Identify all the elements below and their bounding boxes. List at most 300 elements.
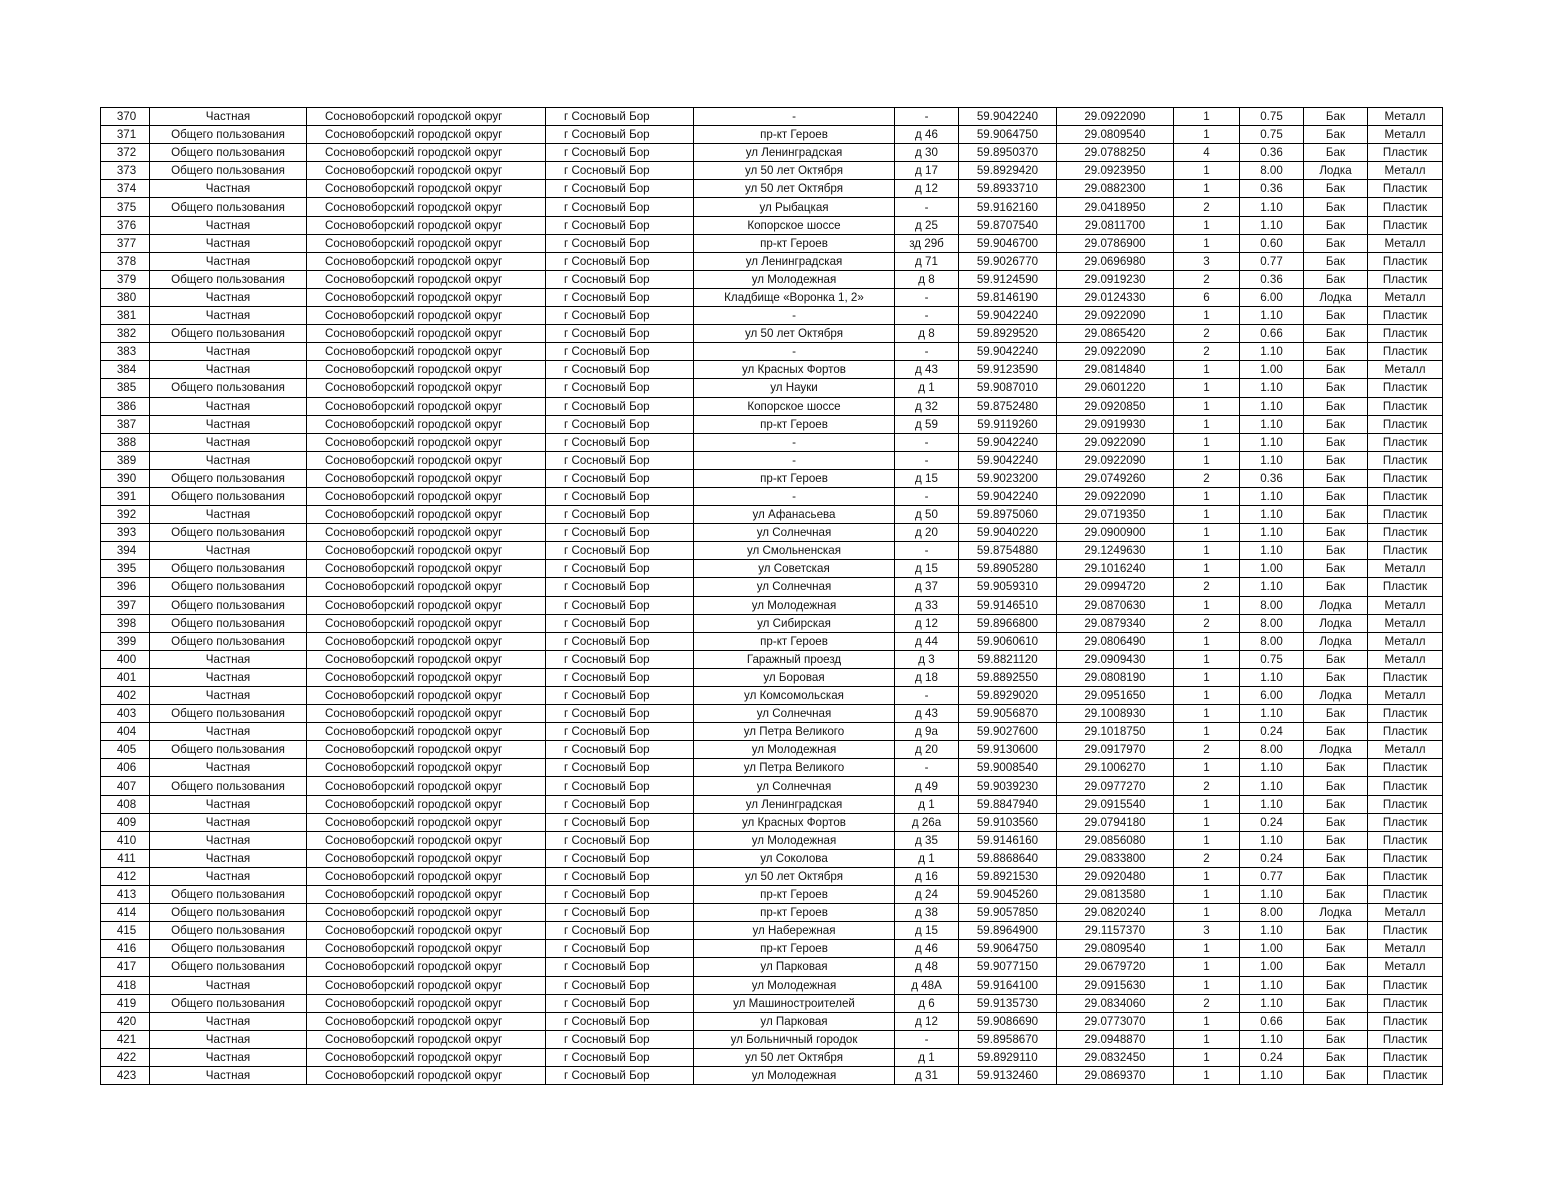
cell-street: ул Ленинградская (694, 144, 895, 162)
cell-container-type: Бак (1304, 542, 1368, 560)
cell-house-number: д 16 (895, 867, 959, 885)
cell-container-material: Пластик (1368, 506, 1443, 524)
cell-latitude: 59.9042240 (959, 307, 1057, 325)
cell-ownership-type: Общего пользования (150, 904, 307, 922)
cell-container-type: Бак (1304, 506, 1368, 524)
cell-municipal-district: Сосновоборский городской округ (307, 922, 546, 940)
cell-settlement: г Сосновый Бор (546, 668, 694, 686)
cell-street: ул 50 лет Октября (694, 1048, 895, 1066)
table-row (101, 307, 1443, 325)
cell-street: Копорское шоссе (694, 216, 895, 234)
cell-ownership-type: Частная (150, 397, 307, 415)
cell-container-count: 1 (1174, 795, 1240, 813)
cell-container-type: Бак (1304, 415, 1368, 433)
cell-settlement: г Сосновый Бор (546, 397, 694, 415)
cell-container-volume: 1.00 (1240, 958, 1304, 976)
cell-container-material: Пластик (1368, 668, 1443, 686)
cell-municipal-district: Сосновоборский городской округ (307, 415, 546, 433)
cell-longitude: 29.0922090 (1057, 487, 1174, 505)
cell-latitude: 59.9123590 (959, 361, 1057, 379)
cell-container-type: Лодка (1304, 687, 1368, 705)
table-row (101, 668, 1443, 686)
cell-row-number: 410 (101, 831, 150, 849)
cell-settlement: г Сосновый Бор (546, 307, 694, 325)
cell-latitude: 59.8929110 (959, 1048, 1057, 1066)
cell-container-material: Пластик (1368, 1048, 1443, 1066)
cell-container-type: Бак (1304, 705, 1368, 723)
cell-settlement: г Сосновый Бор (546, 1012, 694, 1030)
cell-row-number: 416 (101, 940, 150, 958)
cell-container-material: Пластик (1368, 994, 1443, 1012)
cell-longitude: 29.1249630 (1057, 542, 1174, 560)
cell-street: ул 50 лет Октября (694, 180, 895, 198)
cell-municipal-district: Сосновоборский городской округ (307, 469, 546, 487)
cell-latitude: 59.8707540 (959, 216, 1057, 234)
cell-container-volume: 1.10 (1240, 343, 1304, 361)
cell-house-number: - (895, 288, 959, 306)
cell-container-count: 1 (1174, 433, 1240, 451)
cell-longitude: 29.0601220 (1057, 379, 1174, 397)
cell-container-volume: 1.10 (1240, 777, 1304, 795)
cell-row-number: 400 (101, 650, 150, 668)
cell-longitude: 29.0951650 (1057, 687, 1174, 705)
cell-longitude: 29.0806490 (1057, 632, 1174, 650)
cell-street: ул Больничный городок (694, 1030, 895, 1048)
cell-container-volume: 1.10 (1240, 831, 1304, 849)
cell-municipal-district: Сосновоборский городской округ (307, 524, 546, 542)
cell-house-number: д 8 (895, 270, 959, 288)
table-body (101, 108, 1443, 1085)
cell-longitude: 29.0919930 (1057, 415, 1174, 433)
cell-container-volume: 0.36 (1240, 469, 1304, 487)
table-row (101, 958, 1443, 976)
cell-street: ул Советская (694, 560, 895, 578)
cell-row-number: 395 (101, 560, 150, 578)
cell-settlement: г Сосновый Бор (546, 1030, 694, 1048)
cell-street: ул Молодежная (694, 831, 895, 849)
cell-container-volume: 1.10 (1240, 795, 1304, 813)
table-row (101, 1030, 1443, 1048)
cell-container-count: 1 (1174, 904, 1240, 922)
cell-container-volume: 1.10 (1240, 216, 1304, 234)
cell-settlement: г Сосновый Бор (546, 596, 694, 614)
cell-container-count: 1 (1174, 976, 1240, 994)
cell-ownership-type: Частная (150, 831, 307, 849)
cell-street: ул Солнечная (694, 524, 895, 542)
cell-container-volume: 0.24 (1240, 849, 1304, 867)
cell-container-count: 1 (1174, 759, 1240, 777)
cell-longitude: 29.0915630 (1057, 976, 1174, 994)
cell-street: пр-кт Героев (694, 886, 895, 904)
cell-container-type: Бак (1304, 325, 1368, 343)
cell-latitude: 59.9119260 (959, 415, 1057, 433)
cell-settlement: г Сосновый Бор (546, 433, 694, 451)
cell-street: ул Ленинградская (694, 795, 895, 813)
cell-house-number: д 3 (895, 650, 959, 668)
cell-container-material: Пластик (1368, 759, 1443, 777)
cell-street: пр-кт Героев (694, 940, 895, 958)
cell-settlement: г Сосновый Бор (546, 126, 694, 144)
cell-container-count: 1 (1174, 831, 1240, 849)
cell-container-count: 1 (1174, 958, 1240, 976)
cell-house-number: - (895, 759, 959, 777)
cell-container-count: 1 (1174, 307, 1240, 325)
cell-municipal-district: Сосновоборский городской округ (307, 433, 546, 451)
cell-longitude: 29.0919230 (1057, 270, 1174, 288)
cell-container-material: Пластик (1368, 180, 1443, 198)
cell-container-material: Пластик (1368, 705, 1443, 723)
cell-ownership-type: Частная (150, 687, 307, 705)
cell-container-material: Пластик (1368, 307, 1443, 325)
cell-ownership-type: Частная (150, 668, 307, 686)
cell-settlement: г Сосновый Бор (546, 723, 694, 741)
cell-row-number: 371 (101, 126, 150, 144)
cell-row-number: 423 (101, 1066, 150, 1084)
cell-municipal-district: Сосновоборский городской округ (307, 343, 546, 361)
cell-house-number: д 38 (895, 904, 959, 922)
cell-ownership-type: Общего пользования (150, 940, 307, 958)
cell-ownership-type: Общего пользования (150, 487, 307, 505)
cell-ownership-type: Общего пользования (150, 614, 307, 632)
table-row (101, 940, 1443, 958)
cell-container-count: 1 (1174, 705, 1240, 723)
cell-house-number: д 18 (895, 668, 959, 686)
cell-house-number: д 24 (895, 886, 959, 904)
cell-longitude: 29.0994720 (1057, 578, 1174, 596)
cell-municipal-district: Сосновоборский городской округ (307, 578, 546, 596)
cell-latitude: 59.9056870 (959, 705, 1057, 723)
cell-container-type: Бак (1304, 650, 1368, 668)
cell-container-volume: 1.10 (1240, 506, 1304, 524)
cell-street: - (694, 451, 895, 469)
cell-house-number: д 1 (895, 1048, 959, 1066)
cell-municipal-district: Сосновоборский городской округ (307, 668, 546, 686)
table-row (101, 216, 1443, 234)
cell-row-number: 393 (101, 524, 150, 542)
cell-latitude: 59.9087010 (959, 379, 1057, 397)
cell-ownership-type: Общего пользования (150, 596, 307, 614)
cell-settlement: г Сосновый Бор (546, 469, 694, 487)
cell-longitude: 29.0920480 (1057, 867, 1174, 885)
cell-street: ул Красных Фортов (694, 813, 895, 831)
cell-row-number: 375 (101, 198, 150, 216)
cell-container-type: Бак (1304, 668, 1368, 686)
cell-latitude: 59.9103560 (959, 813, 1057, 831)
cell-municipal-district: Сосновоборский городской округ (307, 813, 546, 831)
cell-container-type: Бак (1304, 813, 1368, 831)
cell-container-type: Бак (1304, 886, 1368, 904)
cell-settlement: г Сосновый Бор (546, 705, 694, 723)
cell-street: ул Афанасьева (694, 506, 895, 524)
cell-container-volume: 1.10 (1240, 433, 1304, 451)
cell-container-volume: 1.10 (1240, 668, 1304, 686)
cell-ownership-type: Общего пользования (150, 379, 307, 397)
cell-container-material: Пластик (1368, 325, 1443, 343)
cell-row-number: 417 (101, 958, 150, 976)
table-row (101, 614, 1443, 632)
cell-latitude: 59.9046700 (959, 234, 1057, 252)
cell-latitude: 59.9124590 (959, 270, 1057, 288)
cell-container-type: Лодка (1304, 904, 1368, 922)
registry-table (100, 107, 1443, 1085)
table-row (101, 813, 1443, 831)
table-row (101, 198, 1443, 216)
cell-street: - (694, 108, 895, 126)
cell-container-count: 2 (1174, 614, 1240, 632)
cell-latitude: 59.9042240 (959, 343, 1057, 361)
cell-ownership-type: Частная (150, 361, 307, 379)
table-row (101, 487, 1443, 505)
table-row (101, 288, 1443, 306)
cell-container-type: Лодка (1304, 614, 1368, 632)
cell-house-number: - (895, 542, 959, 560)
cell-ownership-type: Частная (150, 976, 307, 994)
cell-container-material: Пластик (1368, 451, 1443, 469)
cell-street: Копорское шоссе (694, 397, 895, 415)
cell-latitude: 59.8929420 (959, 162, 1057, 180)
cell-container-count: 2 (1174, 777, 1240, 795)
cell-longitude: 29.0696980 (1057, 252, 1174, 270)
cell-municipal-district: Сосновоборский городской округ (307, 379, 546, 397)
cell-container-type: Бак (1304, 994, 1368, 1012)
cell-ownership-type: Частная (150, 542, 307, 560)
table-row (101, 596, 1443, 614)
cell-container-material: Пластик (1368, 524, 1443, 542)
cell-house-number: д 32 (895, 397, 959, 415)
cell-container-material: Металл (1368, 650, 1443, 668)
cell-container-type: Бак (1304, 469, 1368, 487)
cell-house-number: д 15 (895, 469, 959, 487)
cell-row-number: 380 (101, 288, 150, 306)
cell-ownership-type: Общего пользования (150, 705, 307, 723)
cell-container-type: Бак (1304, 922, 1368, 940)
cell-settlement: г Сосновый Бор (546, 288, 694, 306)
cell-settlement: г Сосновый Бор (546, 741, 694, 759)
cell-container-volume: 0.36 (1240, 270, 1304, 288)
cell-house-number: д 6 (895, 994, 959, 1012)
cell-settlement: г Сосновый Бор (546, 198, 694, 216)
cell-settlement: г Сосновый Бор (546, 1066, 694, 1084)
cell-longitude: 29.0124330 (1057, 288, 1174, 306)
cell-house-number: д 46 (895, 126, 959, 144)
cell-municipal-district: Сосновоборский городской округ (307, 307, 546, 325)
table-row (101, 795, 1443, 813)
cell-container-count: 1 (1174, 687, 1240, 705)
cell-house-number: д 20 (895, 741, 959, 759)
cell-settlement: г Сосновый Бор (546, 632, 694, 650)
cell-container-count: 2 (1174, 994, 1240, 1012)
cell-longitude: 29.0922090 (1057, 108, 1174, 126)
cell-ownership-type: Частная (150, 216, 307, 234)
cell-container-material: Пластик (1368, 1012, 1443, 1030)
cell-container-volume: 1.10 (1240, 922, 1304, 940)
cell-house-number: д 15 (895, 560, 959, 578)
cell-latitude: 59.8933710 (959, 180, 1057, 198)
cell-longitude: 29.1006270 (1057, 759, 1174, 777)
cell-row-number: 390 (101, 469, 150, 487)
cell-ownership-type: Общего пользования (150, 144, 307, 162)
cell-container-volume: 6.00 (1240, 288, 1304, 306)
cell-container-type: Бак (1304, 144, 1368, 162)
cell-row-number: 409 (101, 813, 150, 831)
cell-settlement: г Сосновый Бор (546, 759, 694, 777)
cell-row-number: 401 (101, 668, 150, 686)
cell-row-number: 377 (101, 234, 150, 252)
cell-longitude: 29.0834060 (1057, 994, 1174, 1012)
cell-municipal-district: Сосновоборский городской округ (307, 1048, 546, 1066)
cell-street: ул Молодежная (694, 976, 895, 994)
cell-ownership-type: Частная (150, 433, 307, 451)
cell-container-material: Металл (1368, 687, 1443, 705)
cell-container-material: Пластик (1368, 922, 1443, 940)
cell-container-volume: 1.10 (1240, 415, 1304, 433)
cell-house-number: - (895, 198, 959, 216)
table-row (101, 849, 1443, 867)
cell-container-type: Лодка (1304, 288, 1368, 306)
cell-container-count: 1 (1174, 487, 1240, 505)
cell-container-material: Металл (1368, 361, 1443, 379)
cell-house-number: д 25 (895, 216, 959, 234)
cell-longitude: 29.1008930 (1057, 705, 1174, 723)
cell-house-number: д 35 (895, 831, 959, 849)
cell-row-number: 411 (101, 849, 150, 867)
cell-settlement: г Сосновый Бор (546, 940, 694, 958)
cell-latitude: 59.9042240 (959, 451, 1057, 469)
cell-row-number: 383 (101, 343, 150, 361)
cell-container-material: Металл (1368, 614, 1443, 632)
cell-municipal-district: Сосновоборский городской округ (307, 723, 546, 741)
cell-container-material: Пластик (1368, 723, 1443, 741)
cell-container-material: Пластик (1368, 270, 1443, 288)
cell-latitude: 59.8892550 (959, 668, 1057, 686)
cell-row-number: 381 (101, 307, 150, 325)
cell-row-number: 403 (101, 705, 150, 723)
cell-container-type: Бак (1304, 578, 1368, 596)
cell-street: ул Сибирская (694, 614, 895, 632)
cell-settlement: г Сосновый Бор (546, 813, 694, 831)
cell-container-material: Металл (1368, 234, 1443, 252)
cell-house-number: д 49 (895, 777, 959, 795)
cell-container-material: Пластик (1368, 379, 1443, 397)
cell-municipal-district: Сосновоборский городской округ (307, 1066, 546, 1084)
cell-row-number: 405 (101, 741, 150, 759)
cell-street: ул 50 лет Октября (694, 325, 895, 343)
cell-settlement: г Сосновый Бор (546, 108, 694, 126)
cell-row-number: 408 (101, 795, 150, 813)
cell-longitude: 29.0809540 (1057, 126, 1174, 144)
cell-longitude: 29.0813580 (1057, 886, 1174, 904)
cell-municipal-district: Сосновоборский городской округ (307, 451, 546, 469)
cell-row-number: 404 (101, 723, 150, 741)
cell-latitude: 59.9042240 (959, 108, 1057, 126)
cell-container-material: Пластик (1368, 433, 1443, 451)
cell-container-count: 1 (1174, 668, 1240, 686)
cell-container-count: 2 (1174, 198, 1240, 216)
cell-container-type: Бак (1304, 307, 1368, 325)
cell-ownership-type: Общего пользования (150, 777, 307, 795)
table-row (101, 234, 1443, 252)
cell-container-volume: 0.66 (1240, 1012, 1304, 1030)
cell-house-number: д 17 (895, 162, 959, 180)
cell-longitude: 29.0808190 (1057, 668, 1174, 686)
cell-container-volume: 0.36 (1240, 144, 1304, 162)
cell-municipal-district: Сосновоборский городской округ (307, 325, 546, 343)
cell-row-number: 374 (101, 180, 150, 198)
cell-container-count: 1 (1174, 180, 1240, 198)
table-row (101, 126, 1443, 144)
cell-container-type: Бак (1304, 126, 1368, 144)
cell-settlement: г Сосновый Бор (546, 614, 694, 632)
cell-row-number: 385 (101, 379, 150, 397)
cell-settlement: г Сосновый Бор (546, 162, 694, 180)
cell-municipal-district: Сосновоборский городской округ (307, 994, 546, 1012)
cell-longitude: 29.0900900 (1057, 524, 1174, 542)
cell-container-type: Бак (1304, 1048, 1368, 1066)
cell-municipal-district: Сосновоборский городской округ (307, 144, 546, 162)
cell-settlement: г Сосновый Бор (546, 777, 694, 795)
cell-container-count: 1 (1174, 108, 1240, 126)
cell-container-count: 1 (1174, 234, 1240, 252)
cell-municipal-district: Сосновоборский городской округ (307, 270, 546, 288)
cell-row-number: 397 (101, 596, 150, 614)
cell-row-number: 389 (101, 451, 150, 469)
cell-municipal-district: Сосновоборский городской округ (307, 234, 546, 252)
cell-container-type: Бак (1304, 958, 1368, 976)
cell-house-number: - (895, 451, 959, 469)
cell-settlement: г Сосновый Бор (546, 270, 694, 288)
cell-container-type: Бак (1304, 524, 1368, 542)
cell-container-count: 1 (1174, 867, 1240, 885)
cell-settlement: г Сосновый Бор (546, 795, 694, 813)
cell-container-count: 1 (1174, 451, 1240, 469)
cell-settlement: г Сосновый Бор (546, 650, 694, 668)
cell-house-number: д 1 (895, 795, 959, 813)
cell-longitude: 29.0811700 (1057, 216, 1174, 234)
cell-settlement: г Сосновый Бор (546, 1048, 694, 1066)
cell-longitude: 29.0920850 (1057, 397, 1174, 415)
cell-ownership-type: Частная (150, 108, 307, 126)
cell-ownership-type: Общего пользования (150, 958, 307, 976)
cell-municipal-district: Сосновоборский городской округ (307, 632, 546, 650)
cell-container-material: Пластик (1368, 216, 1443, 234)
cell-latitude: 59.9164100 (959, 976, 1057, 994)
cell-settlement: г Сосновый Бор (546, 831, 694, 849)
cell-house-number: д 20 (895, 524, 959, 542)
cell-container-material: Пластик (1368, 542, 1443, 560)
cell-container-material: Металл (1368, 162, 1443, 180)
cell-house-number: д 1 (895, 379, 959, 397)
cell-municipal-district: Сосновоборский городской округ (307, 361, 546, 379)
cell-row-number: 420 (101, 1012, 150, 1030)
cell-longitude: 29.0865420 (1057, 325, 1174, 343)
cell-ownership-type: Частная (150, 234, 307, 252)
cell-settlement: г Сосновый Бор (546, 216, 694, 234)
cell-latitude: 59.8146190 (959, 288, 1057, 306)
cell-municipal-district: Сосновоборский городской округ (307, 542, 546, 560)
cell-longitude: 29.0922090 (1057, 433, 1174, 451)
cell-street: ул Науки (694, 379, 895, 397)
cell-longitude: 29.0773070 (1057, 1012, 1174, 1030)
cell-container-type: Бак (1304, 795, 1368, 813)
cell-municipal-district: Сосновоборский городской округ (307, 216, 546, 234)
cell-settlement: г Сосновый Бор (546, 487, 694, 505)
cell-container-type: Лодка (1304, 632, 1368, 650)
cell-latitude: 59.8754880 (959, 542, 1057, 560)
cell-street: ул Молодежная (694, 741, 895, 759)
cell-container-material: Пластик (1368, 813, 1443, 831)
table-row (101, 325, 1443, 343)
cell-ownership-type: Частная (150, 650, 307, 668)
